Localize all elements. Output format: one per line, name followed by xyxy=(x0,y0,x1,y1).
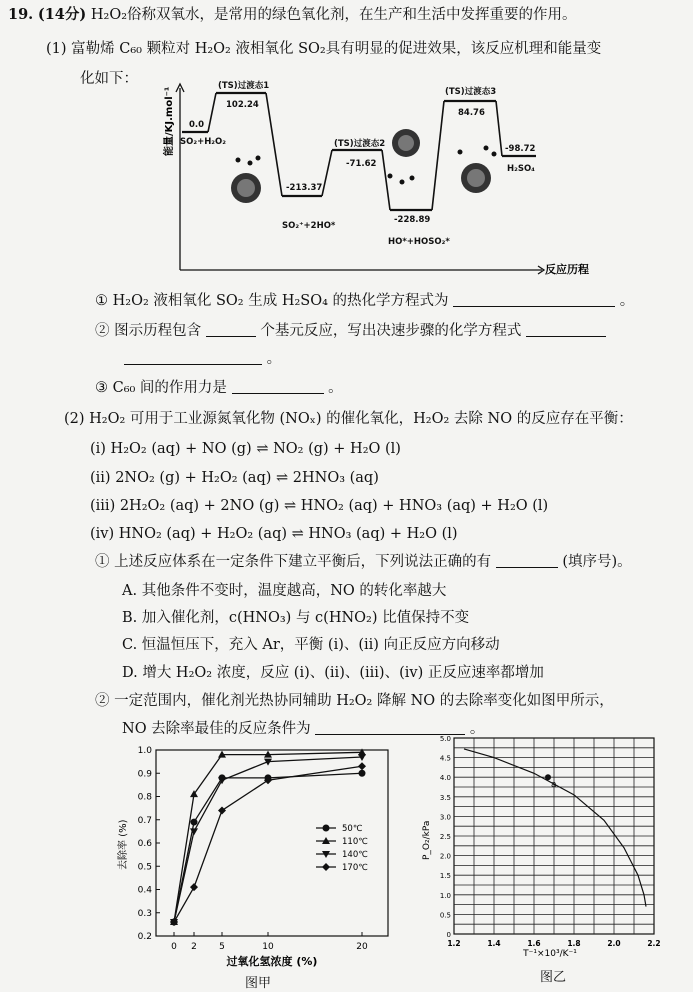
question-stem: H₂O₂俗称双氧水，是常用的绿色氧化剂，在生产和生活中发挥重要的作用。 xyxy=(90,7,577,23)
chart-jia-legend-label: 140℃ xyxy=(342,850,368,860)
question-number: 19. xyxy=(8,6,34,23)
answer-blank-4[interactable] xyxy=(232,379,324,394)
energy-diagram xyxy=(150,78,620,278)
answer-blank-2[interactable] xyxy=(206,322,256,337)
chart-yi xyxy=(420,730,670,962)
chart-yi-ytick-label: 1.0 xyxy=(439,891,451,900)
reaction-iv: (iv) HNO₂ (aq) + H₂O₂ (aq) ⇌ HNO₃ (aq) + H₂O (l) xyxy=(90,526,458,542)
part2-intro: (2) H₂O₂ 可用于工业源氮氧化物 (NOₓ) 的催化氧化，H₂O₂ 去除 NO 的反应存在平衡： xyxy=(64,411,633,427)
level-label-1: (TS)过渡态1 xyxy=(218,81,270,91)
caption-jia: 图甲 xyxy=(245,976,272,991)
part1-q3: ③ C₆₀ 间的作用力是 。 xyxy=(95,380,343,396)
chart-yi-ytick-label: 1.5 xyxy=(439,872,451,881)
chart-jia-line xyxy=(174,766,362,922)
chart-yi-ytick-label: 3.5 xyxy=(439,793,451,802)
part1-q1: ① H₂O₂ 液相氧化 SO₂ 生成 H₂SO₄ 的热化学方程式为 。 xyxy=(95,293,635,309)
chart-jia-legend-label: 50℃ xyxy=(342,824,363,834)
chart-jia-xtick-label: 0 xyxy=(171,942,177,952)
chart-jia-legend-marker xyxy=(322,863,330,871)
energy-xlabel: 反应历程 xyxy=(545,263,589,276)
fullerene-icon-2 xyxy=(388,129,421,185)
chart-yi-curve xyxy=(464,749,646,907)
option-a: A. 其他条件不变时，温度越高，NO 的转化率越大 xyxy=(122,583,447,599)
chart-jia-ytick-label: 0.5 xyxy=(137,862,152,873)
chart-jia-ytick-label: 1.0 xyxy=(137,746,152,756)
level-value-3: -71.62 xyxy=(346,159,377,169)
energy-ylabel: 能量/KJ.mol⁻¹ xyxy=(164,86,175,156)
chart-yi-ytick-label: 2.5 xyxy=(439,833,451,841)
chart-jia-xtick-label: 5 xyxy=(219,942,225,952)
level-label-3: (TS)过渡态2 xyxy=(334,139,386,149)
level-value-0: 0.0 xyxy=(189,120,205,130)
chart-jia-point xyxy=(359,770,366,777)
chart-jia-legend-label: 170℃ xyxy=(342,863,368,873)
level-label-6: H₂SO₄ xyxy=(507,164,535,174)
answer-blank-1[interactable] xyxy=(453,292,615,307)
chart-yi-ytick-label: 4.0 xyxy=(439,774,451,783)
part1-q2: ② 图示历程包含 个基元反应，写出决速步骤的化学方程式 xyxy=(95,322,606,340)
chart-yi-ytick-label: 2.0 xyxy=(439,852,451,861)
chart-jia-ytick-label: 0.6 xyxy=(137,839,152,849)
answer-blank-5[interactable] xyxy=(496,553,558,568)
part1-intro-line2: 化如下： xyxy=(80,71,138,87)
chart-jia-ytick-label: 0.3 xyxy=(137,908,152,919)
part2-q2-line2: NO 去除率最佳的反应条件为 。 xyxy=(122,721,485,737)
chart-jia-xtick-label: 20 xyxy=(356,942,368,952)
chart-yi-ytick-label: 3.0 xyxy=(439,813,451,822)
chart-jia-point xyxy=(191,819,198,826)
level-value-4: -228.89 xyxy=(394,215,431,225)
chart-jia-legend-marker xyxy=(323,825,330,832)
chart-jia-ytick-label: 0.7 xyxy=(137,815,152,826)
chart-jia-line xyxy=(174,773,362,922)
chart-yi-ytick-label: 0 xyxy=(446,931,451,939)
level-value-1: 102.24 xyxy=(226,100,259,110)
chart-jia-xtick-label: 10 xyxy=(262,942,274,952)
level-value-2: -213.37 xyxy=(286,183,323,193)
reaction-iii: (iii) 2H₂O₂ (aq) + 2NO (g) ⇌ HNO₂ (aq) + HNO₃ (aq) + H₂O (l) xyxy=(90,498,549,514)
chart-yi-point-label: a xyxy=(551,780,557,791)
chart-jia-xlabel: 过氧化氢浓度 (%) xyxy=(226,955,318,968)
chart-jia-point xyxy=(358,762,366,770)
level-value-6: -98.72 xyxy=(505,144,536,154)
question-score: (14分) xyxy=(37,6,87,23)
chart-yi-ylabel: P_O₂/kPa xyxy=(422,820,432,860)
level-label-5: (TS)过渡态3 xyxy=(445,87,497,97)
chart-yi-xtick-label: 1.4 xyxy=(487,939,501,948)
chart-jia-point xyxy=(218,806,226,814)
answer-blank-3[interactable] xyxy=(526,322,606,337)
chart-yi-ytick-label: 4.5 xyxy=(439,754,451,763)
part2-q2-line1: ② 一定范围内，催化剂光热协同辅助 H₂O₂ 降解 NO 的去除率变化如图甲所示， xyxy=(95,693,614,709)
level-label-4: HO*+HOSO₂* xyxy=(388,237,450,247)
chart-jia-legend-label: 110℃ xyxy=(342,837,368,847)
chart-jia-ytick-label: 0.9 xyxy=(137,769,152,780)
chart-jia xyxy=(110,740,402,972)
fullerene-icon-3 xyxy=(458,146,497,194)
option-c: C. 恒温恒压下，充入 Ar，平衡 (i)、(ii) 向正反应方向移动 xyxy=(122,637,500,653)
chart-yi-xtick-label: 1.2 xyxy=(447,939,461,948)
chart-yi-ytick-label: 0.5 xyxy=(439,911,451,920)
chart-jia-xtick-label: 2 xyxy=(191,942,197,952)
level-value-5: 84.76 xyxy=(458,108,485,118)
question-header xyxy=(8,6,577,24)
part1-intro-line1: (1) 富勒烯 C₆₀ 颗粒对 H₂O₂ 液相氧化 SO₂具有明显的促进效果，该反应机理和能量变 xyxy=(46,41,602,57)
reaction-i: (i) H₂O₂ (aq) + NO (g) ⇌ NO₂ (g) + H₂O (l) xyxy=(90,441,401,457)
chart-jia-ytick-label: 0.4 xyxy=(137,885,152,896)
option-b: B. 加入催化剂，c(HNO₃) 与 c(HNO₂) 比值保持不变 xyxy=(122,610,470,626)
reaction-ii: (ii) 2NO₂ (g) + H₂O₂ (aq) ⇌ 2HNO₃ (aq) xyxy=(90,470,379,486)
fullerene-icon xyxy=(231,156,261,204)
chart-jia-ytick-label: 0.2 xyxy=(137,932,152,942)
part2-q1: ① 上述反应体系在一定条件下建立平衡后，下列说法正确的有 (填序号)。 xyxy=(95,554,632,570)
chart-jia-point xyxy=(190,883,198,891)
chart-yi-xtick-label: 2.2 xyxy=(647,939,661,948)
level-label-2: SO₂⁺+2HO* xyxy=(282,221,336,231)
chart-yi-xtick-label: 1.8 xyxy=(567,939,581,948)
chart-yi-xtick-label: 2.0 xyxy=(607,939,621,948)
caption-yi: 图乙 xyxy=(540,970,567,985)
part1-q2-cont: 。 xyxy=(124,350,281,368)
chart-yi-xtick-label: 1.6 xyxy=(527,939,541,948)
option-d: D. 增大 H₂O₂ 浓度，反应 (i)、(ii)、(iii)、(iv) 正反应速率都增加 xyxy=(122,665,544,681)
chart-jia-ylabel: 去除率 (%) xyxy=(118,819,129,870)
chart-jia-ytick-label: 0.8 xyxy=(137,792,152,803)
chart-yi-ytick-label: 5.0 xyxy=(439,735,451,743)
chart-jia-series-0 xyxy=(171,770,366,926)
level-label-0: SO₂+H₂O₂ xyxy=(180,137,226,147)
answer-blank-3b[interactable] xyxy=(124,350,262,365)
chart-yi-xlabel: T⁻¹×10³/K⁻¹ xyxy=(523,949,577,959)
